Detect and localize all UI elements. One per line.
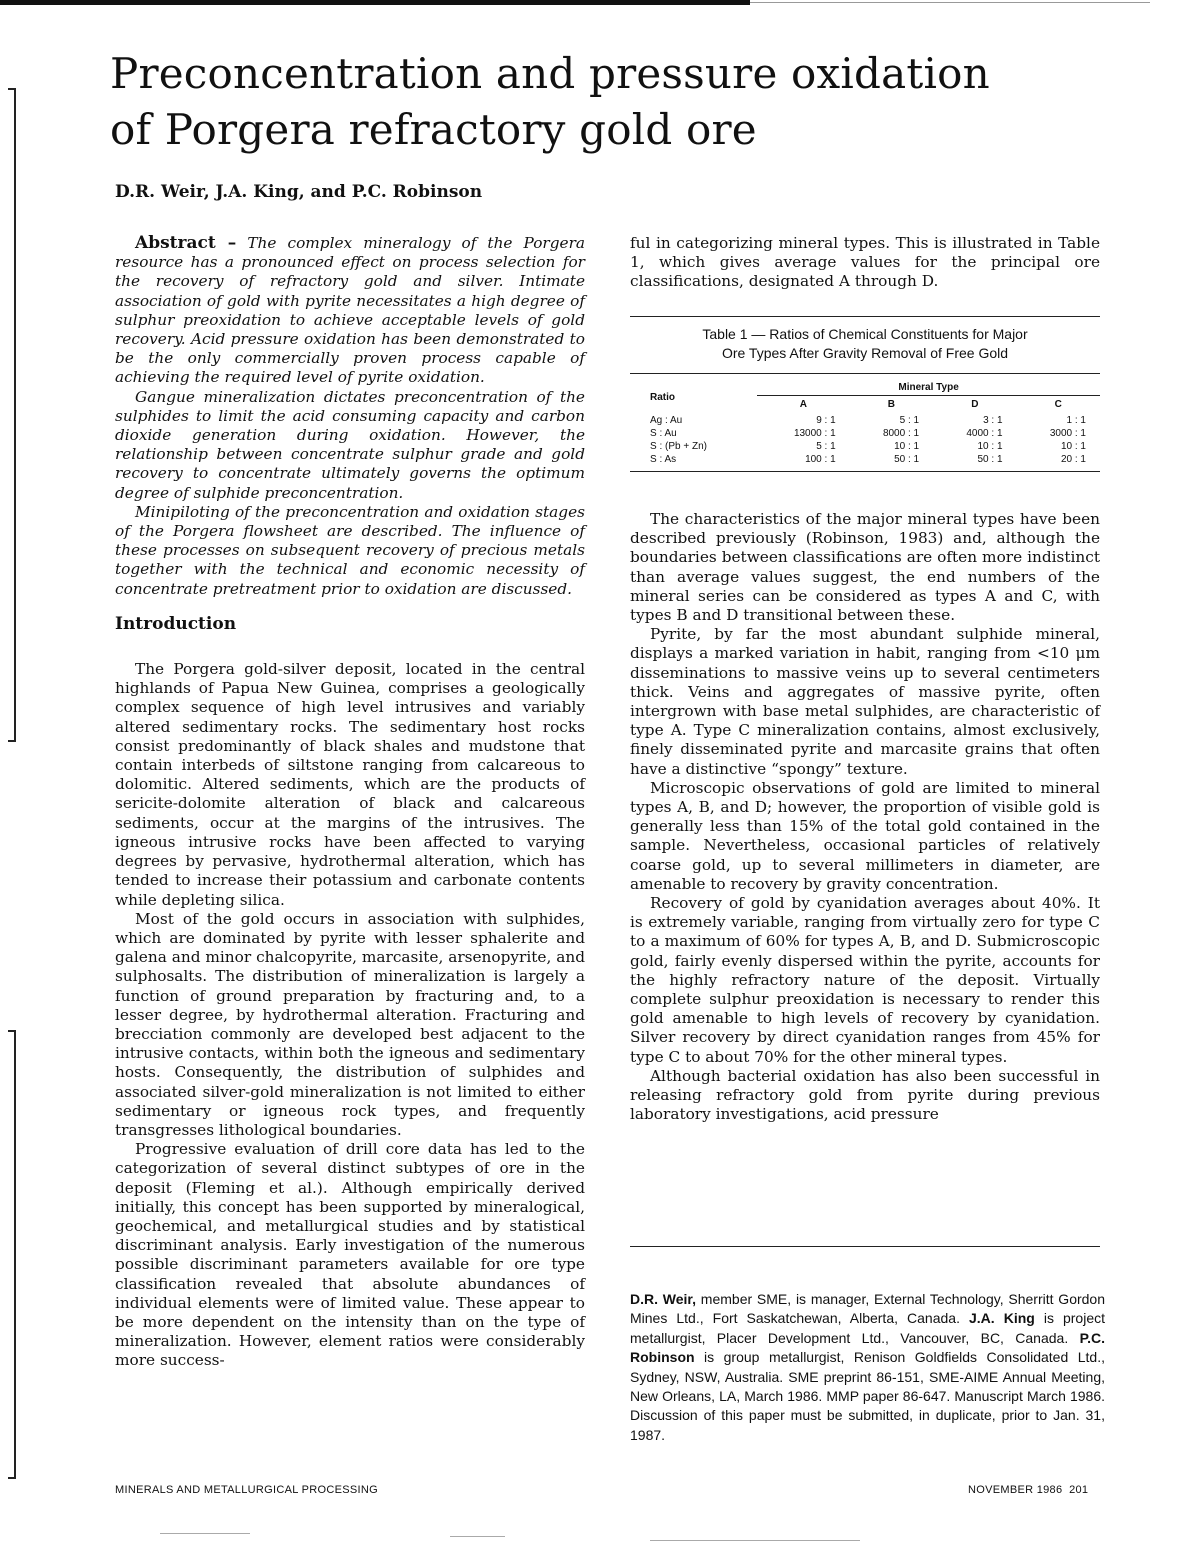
row-label: S : (Pb + Zn) xyxy=(650,441,707,452)
footnote-text-2: is project metallurgist, Placer Development Ltd., Vancouver, BC, Canada. xyxy=(630,1310,1105,1346)
right-column-body xyxy=(630,510,1100,1125)
abstract-p1-text: The complex mineralogy of the Porgera resource has a pronounced effect on process selection for the recovery of refractory gold and silver. Intimate association of gold with pyrite necessitates a high degree of sulphur preoxidation to achieve acceptable levels of gold recovery. Acid pressure oxidation has been demonstrated to be the only commercially proven process capable of achieving the required level of pyrite oxidation. xyxy=(115,234,585,387)
abstract-p1 xyxy=(115,234,585,388)
footnote-author-3: P.C. Robinson xyxy=(630,1329,1105,1366)
table-cell: 5 : 1 xyxy=(816,441,836,452)
intro-p1: The Porgera gold-silver deposit, located in the central highlands of Papua New Guinea, comprises a geologically complex sequence of high level intrusives and variably altered sedimentary rocks. The sedimentary host rocks consist predominantly of black shales and mudstone that contain interbeds of siltstone ranging from calcareous to dolomitic. Altered sediments, which are the products of sericite-dolomite alteration of black and calcareous sediments, occur at the margins of the intrusives. The igneous intrusive rocks have been affected to varying degrees by pervasive, hydrothermal alteration, which has tended to increase their potassium and carbonate contents while depleting silica. xyxy=(115,660,585,909)
table-cell: 50 : 1 xyxy=(894,454,920,465)
right-p4: Recovery of gold by cyanidation averages about 40%. It is extremely variable, ranging from virtually zero for type C to a maximum of 60% for types A, B, and D. Submicroscopic gold, fairly evenly dispersed within the pyrite, accounts for the highly refractory nature of the deposit. Virtually complete sulphur preoxidation is necessary to render this gold amenable to high levels of recovery by cyanidation. Silver recovery by direct cyanidation ranges from 45% for type C to about 70% for the other mineral types. xyxy=(630,894,1100,1066)
top-rule xyxy=(0,0,750,5)
ratio-header: Ratio xyxy=(650,392,675,403)
table-cell: 4000 : 1 xyxy=(966,428,1003,439)
table-cell: 3 : 1 xyxy=(983,415,1003,426)
intro-p3: Progressive evaluation of drill core data has led to the categorization of several distinct subtypes of ore in the deposit (Fleming et al.). Although empirically derived initially, this concept has been supported by mineralogical, geochemical, and metallurgical studies and by statistical discriminant analysis. Early investigation of the numerous possible discriminant parameters available for ore type classification revealed that absolute abundances of individual elements were of limited value. These appear to be more dependent on the intensity than on the type of mineralization. However, element ratios were considerably more success- xyxy=(115,1140,585,1370)
ratios-table xyxy=(630,374,1100,471)
table-row xyxy=(630,453,1100,471)
abstract-p3: Minipiloting of the preconcentration and oxidation stages of the Porgera flowsheet are described. The influence of these processes on subsequent recovery of precious metals together with the technical and economic necessity of concentrate pretreatment prior to oxidation are discussed. xyxy=(115,502,585,598)
table-caption xyxy=(630,325,1100,363)
abstract-p2: Gangue mineralization dictates preconcentration of the sulphides to limit the acid consuming capacity and carbon dioxide generation during oxidation. However, the relationship between concentrate sulphur grade and gold recovery to concentrate ultimately governs the optimum degree of sulphide preconcentration. xyxy=(115,387,585,502)
table-top-rule xyxy=(630,316,1100,317)
mineral-type-header: Mineral Type xyxy=(757,374,1100,396)
intro-p2: Most of the gold occurs in association with sulphides, which are dominated by pyrite with lesser sphalerite and galena and minor chalcopyrite, marcasite, arsenopyrite, and sulphosalts. The distribution of mineralization is largely a function of ground preparation by fracturing and, to a lesser degree, by hydrothermal alteration. Fracturing and brecciation commonly are developed best adjacent to the intrusive contacts, within both the igneous and sedimentary hosts. Consequently, the distribution of sulphides and associated silver-gold mineralization is not limited to either sedimentary or igneous rock types, and frequently transgresses lithological boundaries. xyxy=(115,909,585,1139)
row-label: S : Au xyxy=(650,428,677,439)
scan-artifact xyxy=(450,1536,505,1537)
right-column-top xyxy=(630,234,1100,292)
footnote-author-1: D.R. Weir, xyxy=(630,1291,696,1307)
row-label: S : As xyxy=(650,454,677,465)
binder-mark-upper xyxy=(8,88,16,742)
table-cell: 10 : 1 xyxy=(894,441,920,452)
footnote-text-3: is group metallurgist, Renison Goldfields Consolidated Ltd., Sydney, NSW, Australia. SME preprint 86-151, SME-AIME Annual Meeting, New Orleans, LA, March 1986. MMP paper 86-647. Manuscript March 1986. Discussion of this paper must be submitted, in duplicate, prior to Jan. 31, 1987. xyxy=(630,1349,1105,1443)
table-cell: 10 : 1 xyxy=(1060,441,1086,452)
table-cell: 8000 : 1 xyxy=(882,428,920,439)
table-cell: 1 : 1 xyxy=(1066,415,1086,426)
right-p2: Pyrite, by far the most abundant sulphide mineral, displays a marked variation in habit, ranging from <10 μm disseminations to massive veins up to several centimeters thick. Veins and aggregates of massive pyrite, often intergrown with base metal sulphides, are characteristic of type A. Type C mineralization contains, almost exclusively, finely disseminated pyrite and marcasite grains that often have a distinctive “spongy” texture. xyxy=(630,625,1100,778)
table-row xyxy=(630,440,1100,453)
table-1 xyxy=(630,316,1100,472)
table-cell: 10 : 1 xyxy=(977,441,1003,452)
scan-artifact xyxy=(160,1533,250,1534)
column-header: A xyxy=(799,399,808,410)
abstract-label: Abstract – xyxy=(135,233,237,253)
author-footnote xyxy=(630,1290,1105,1445)
right-p0: ful in categorizing mineral types. This is illustrated in Table 1, which gives average values for the principal ore classifications, designated A through D. xyxy=(630,234,1100,291)
left-column xyxy=(115,234,585,1371)
binder-mark-lower xyxy=(8,1030,16,1479)
scan-artifact xyxy=(650,1540,860,1541)
table-bottom-rule xyxy=(630,471,1100,472)
table-cell: 5 : 1 xyxy=(899,415,920,426)
table-caption-line-1: Table 1 — Ratios of Chemical Constituents for Major xyxy=(702,326,1028,342)
authors: D.R. Weir, J.A. King, and P.C. Robinson xyxy=(115,182,483,202)
right-p5: Although bacterial oxidation has also been successful in releasing refractory gold from pyrite during previous laboratory investigations, acid pressure xyxy=(630,1066,1100,1124)
column-header: B xyxy=(887,399,895,410)
footnote-text-1: member SME, is manager, External Technology, Sherritt Gordon Mines Ltd., Fort Saskatchewan, Alberta, Canada. xyxy=(630,1291,1105,1327)
table-cell: 13000 : 1 xyxy=(793,428,836,439)
right-p3: Microscopic observations of gold are limited to mineral types A, B, and D; however, the proportion of visible gold is generally less than 15% of the total gold contained in the sample. Nevertheless, occasional particles of relatively coarse gold, up to several millimeters in diameter, are amenable to recovery by gravity concentration. xyxy=(630,778,1100,893)
column-header: D xyxy=(971,399,979,410)
paper-title xyxy=(110,46,1110,158)
footnote-rule xyxy=(630,1246,1100,1247)
column-header: C xyxy=(1054,399,1062,410)
row-label: Ag : Au xyxy=(650,415,683,426)
introduction-heading: Introduction xyxy=(115,613,237,634)
table-cell: 20 : 1 xyxy=(1060,454,1086,465)
table-row xyxy=(630,414,1100,427)
table-cell: 50 : 1 xyxy=(977,454,1003,465)
table-row xyxy=(630,427,1100,440)
right-p1: The characteristics of the major mineral types have been described previously (Robinson, 1983) and, although the boundaries between classifications are often more indistinct than average values suggest, the end numbers of the mineral series can be considered as types A and C, with types B and D transitional between these. xyxy=(630,510,1100,625)
title-line-2: of Porgera refractory gold ore xyxy=(110,105,757,154)
journal-name: MINERALS AND METALLURGICAL PROCESSING xyxy=(115,1484,378,1496)
issue-page: NOVEMBER 1986 201 xyxy=(968,1484,1089,1496)
table-caption-line-2: Ore Types After Gravity Removal of Free Gold xyxy=(721,345,1009,361)
table-cell: 3000 : 1 xyxy=(1049,428,1086,439)
top-rule-thin xyxy=(750,2,1150,3)
table-cell: 9 : 1 xyxy=(816,415,836,426)
table-cell: 100 : 1 xyxy=(805,454,836,465)
title-line-1: Preconcentration and pressure oxidation xyxy=(110,49,990,98)
footnote-author-2: J.A. King xyxy=(969,1310,1035,1327)
